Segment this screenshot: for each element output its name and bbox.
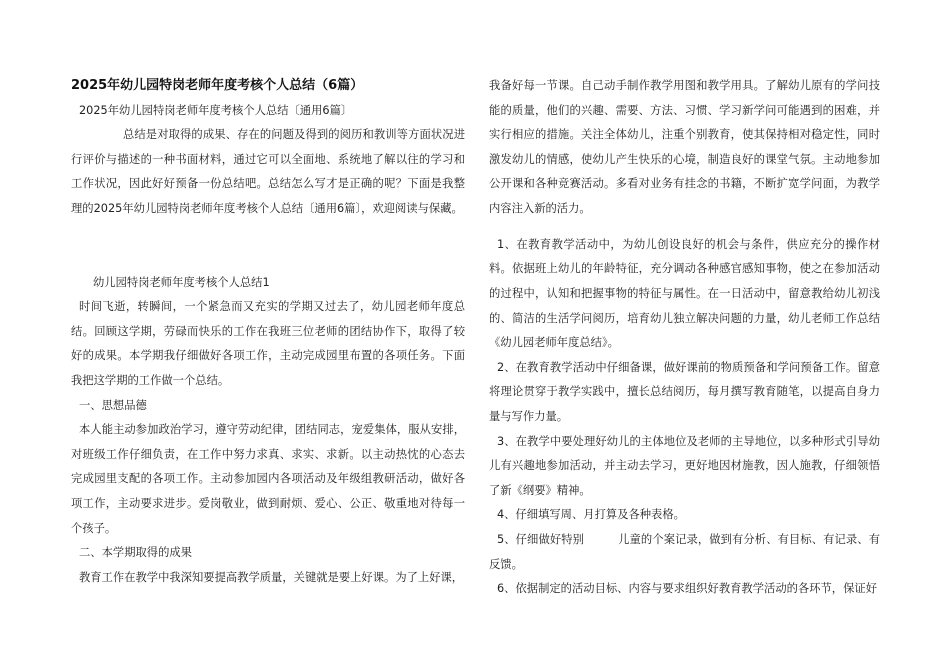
section-heading: 一、思想品德 (79, 398, 147, 412)
list-item: 2、在教育教学活动中仔细备课，做好课前的物质预备和学问预备工作。留意将理论贯穿于教学实践中，擅长总结阅历，每月撰写教育随笔，以提高自身力量与写作力量。 (489, 360, 880, 424)
list-item: 6、依据制定的活动目标、内容与要求组织好教育教学活动的各环节，保证好 (497, 582, 877, 596)
section-title: 幼儿园特岗老师年度考核个人总结1 (93, 275, 270, 289)
document-subtitle: 2025年幼儿园特岗老师年度考核个人总结〔通用6篇〕 (79, 103, 353, 117)
list-item: 1、在教育教学活动中，为幼儿创设良好的机会与条件，供应充分的操作材料。依据班上幼儿的年龄特征，充分调动各种感官感知事物，使之在参加活动的过程中，认知和把握事物的特征与属性。在一日活动中，留意教给幼儿初浅的、简洁的生活学问阅历，培育幼儿独立解决问题的力量，幼儿老师工作总结《幼儿园老师年度总结》。 (489, 237, 880, 350)
section-heading: 二、本学期取得的成果 (79, 546, 192, 560)
intro-paragraph: 总结是对取得的成果、存在的问题及得到的阅历和教训等方面状况进行评价与描述的一种书面材料，通过它可以全面地、系统地了解以往的学习和工作状况，因此好好预备一份总结吧。总结怎么写才是正确的呢？下面是我整理的2025年幼儿园特岗老师年度考核个人总结〔通用6篇〕，欢迎阅读与保藏。 (71, 128, 465, 215)
list-item: 3、在教学中要处理好幼儿的主体地位及老师的主导地位，以多种形式引导幼儿有兴趣地参加活动，并主动去学习，更好地因材施教，因人施教，仔细领悟了新《纲要》精神。 (489, 434, 880, 497)
body-paragraph: 时间飞逝，转瞬间，一个紧急而又充实的学期又过去了，幼儿园老师年度总结。回顾这学期，劳碌而快乐的工作在我班三位老师的团结协作下，取得了较好的成果。本学期我仔细做好各项工作，主动完成园里布置的各项任务。下面我把这学期的工作做一个总结。 (71, 300, 465, 387)
list-item: 4、仔细填写周、月打算及各种表格。 (497, 508, 685, 522)
spacer (71, 222, 465, 271)
list-item: 5、仔细做好特别 儿童的个案记录，做到有分析、有目标、有记录、有反馈。 (489, 532, 880, 571)
document-title: 2025年幼儿园特岗老师年度考核个人总结（6篇） (71, 78, 364, 93)
right-column (489, 74, 880, 602)
body-paragraph: 本人能主动参加政治学习，遵守劳动纪律，团结同志，宠爱集体，服从安排，对班级工作仔细负责，在工作中努力求真、求实、求新。以主动热忱的心态去完成园里支配的各项工作。主动参加园内各项活动及年级组教研活动，做好各项工作，主动要求进步。爱岗敬业，做到耐烦、爱心、公正、敬重地对待每一个孩子。 (71, 423, 465, 535)
body-paragraph: 教育工作在教学中我深知要提高教学质量，关键就是要上好课。为了上好课， (79, 570, 464, 584)
body-paragraph: 我备好每一节课。自己动手制作教学用图和教学用具。了解幼儿原有的学问技能的质量，他们的兴趣、需要、方法、习惯、学习新学问可能遇到的困难，并实行相应的措施。关注全体幼儿，注重个别教育，使其保持相对稳定性，同时激发幼儿的情感，使幼儿产生快乐的心境，制造良好的课堂气氛。主动地参加公开课和各种竞赛活动。多看对业务有挂念的书籍，不断扩宽学问面，为教学内容注入新的活力。 (489, 79, 880, 215)
left-column (71, 74, 465, 590)
